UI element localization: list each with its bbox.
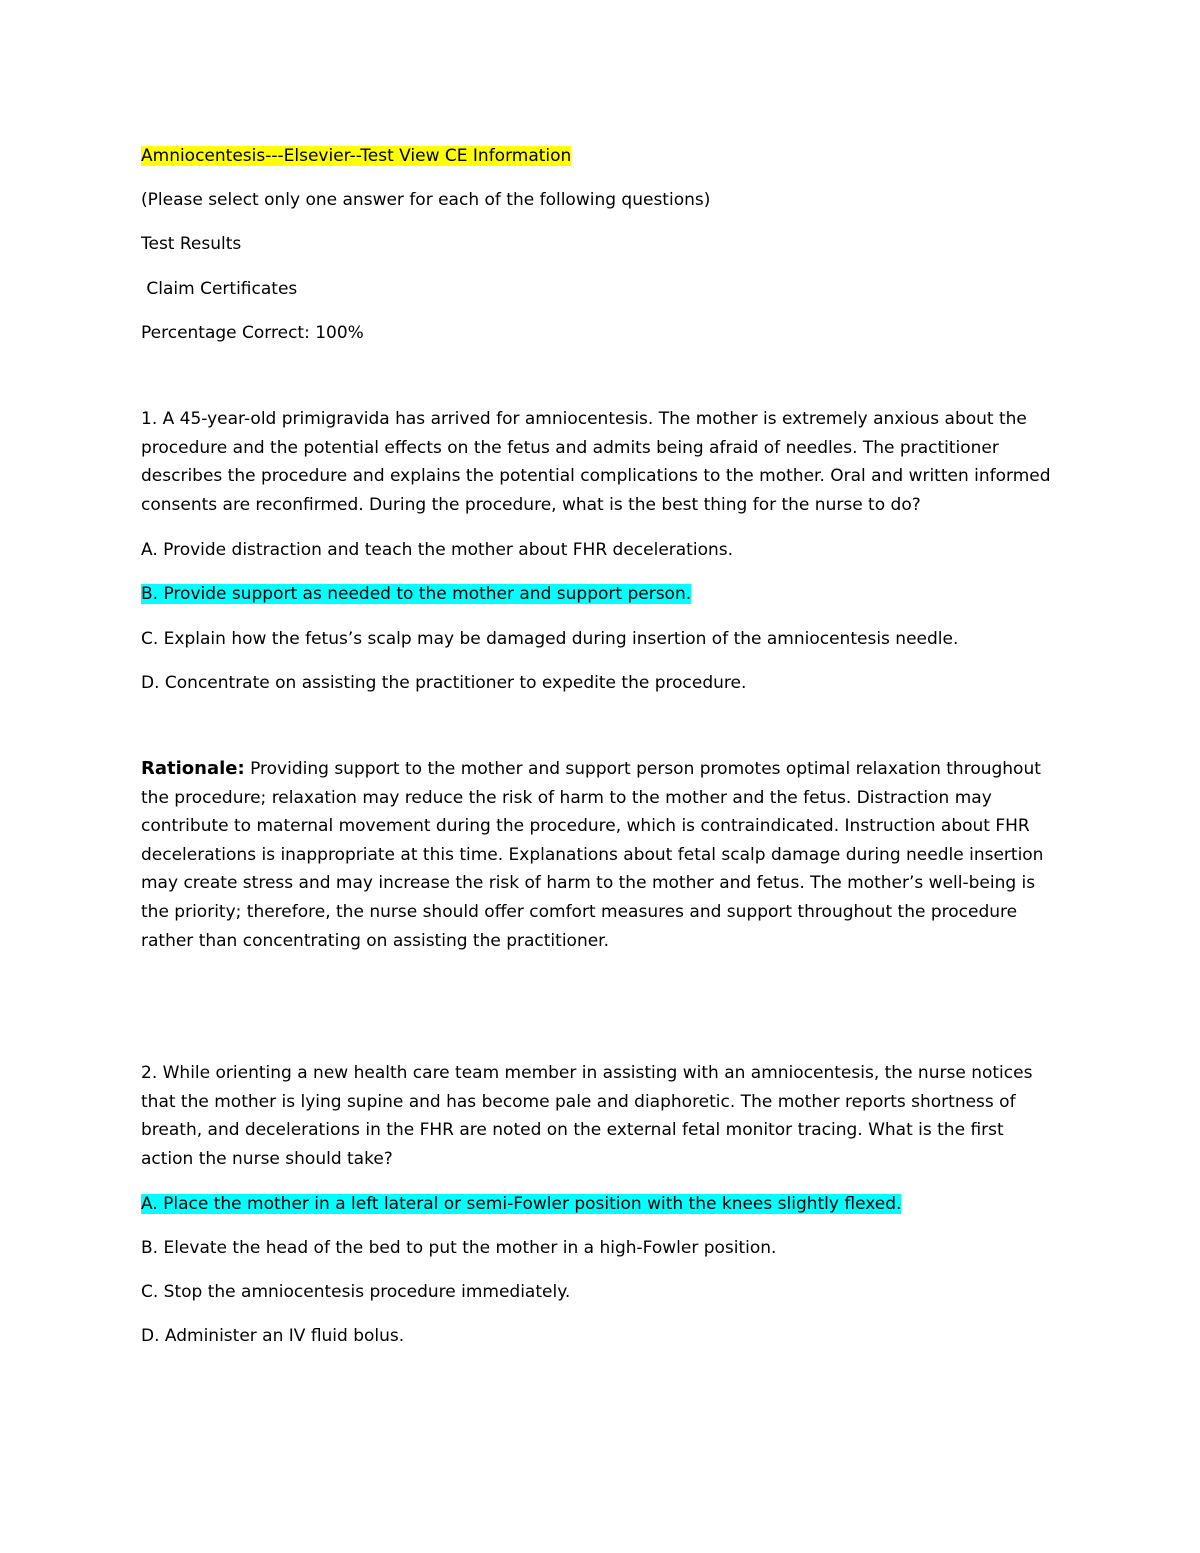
question-2-option-b: B. Elevate the head of the bed to put the mother in a high-Fowler position. bbox=[141, 1238, 777, 1258]
question-1-stem: 1. A 45-year-old primigravida has arrived for amniocentesis. The mother is extremely anxious about the procedure and the potential effects on the fetus and admits being afraid of needles. The practitioner describes the procedure and explains the potential complications to the mother. Oral and written informed consents are reconfirmed. During the procedure, what is the best thing for the nurse to do? bbox=[141, 409, 1051, 515]
question-2-option-a-line bbox=[141, 1194, 1061, 1214]
rationale-label: Rationale: bbox=[141, 758, 245, 779]
question-1-option-a: A. Provide distraction and teach the mother about FHR decelerations. bbox=[141, 540, 734, 560]
question-2-option-a: A. Place the mother in a left lateral or semi-Fowler position with the knees slightly flexed. bbox=[141, 1194, 902, 1214]
rationale-text: Providing support to the mother and support person promotes optimal relaxation throughout the procedure; relaxation may reduce the risk of harm to the mother and the fetus. Distraction may contribute to maternal movement during the procedure, which is contraindicated. Instruction about FHR decelerations is inappropriate at this time. Explanations about fetal scalp damage during needle insertion may create stress and may increase the risk of harm to the mother and fetus. The mother’s well-being is the priority; therefore, the nurse should offer comfort measures and support throughout the procedure rather than concentrating on assisting the practitioner. bbox=[141, 759, 1044, 951]
question-2-stem: 2. While orienting a new health care team member in assisting with an amniocentesis, the nurse notices that the mother is lying supine and has become pale and diaphoretic. The mother reports shortness of breath, and decelerations in the FHR are noted on the external fetal monitor tracing. What is the first action the nurse should take? bbox=[141, 1063, 1033, 1169]
question-1-option-b: B. Provide support as needed to the mother and support person. bbox=[141, 584, 692, 604]
question-1-option-b-line bbox=[141, 584, 1061, 604]
document-title-line bbox=[141, 146, 1061, 166]
question-1-option-d: D. Concentrate on assisting the practitioner to expedite the procedure. bbox=[141, 673, 747, 693]
question-2-option-c: C. Stop the amniocentesis procedure immediately. bbox=[141, 1282, 571, 1302]
percentage-correct: Percentage Correct: 100% bbox=[141, 323, 364, 343]
question-1-rationale bbox=[141, 755, 1061, 955]
document-title: Amniocentesis---Elsevier--Test View CE Information bbox=[141, 146, 572, 166]
question-1-option-c: C. Explain how the fetus’s scalp may be damaged during insertion of the amniocentesis needle. bbox=[141, 629, 959, 649]
test-results-label: Test Results bbox=[141, 234, 242, 254]
claim-certificates-label: Claim Certificates bbox=[141, 279, 298, 299]
question-2-option-d: D. Administer an IV fluid bolus. bbox=[141, 1326, 405, 1346]
instructions-text: (Please select only one answer for each of the following questions) bbox=[141, 190, 711, 210]
